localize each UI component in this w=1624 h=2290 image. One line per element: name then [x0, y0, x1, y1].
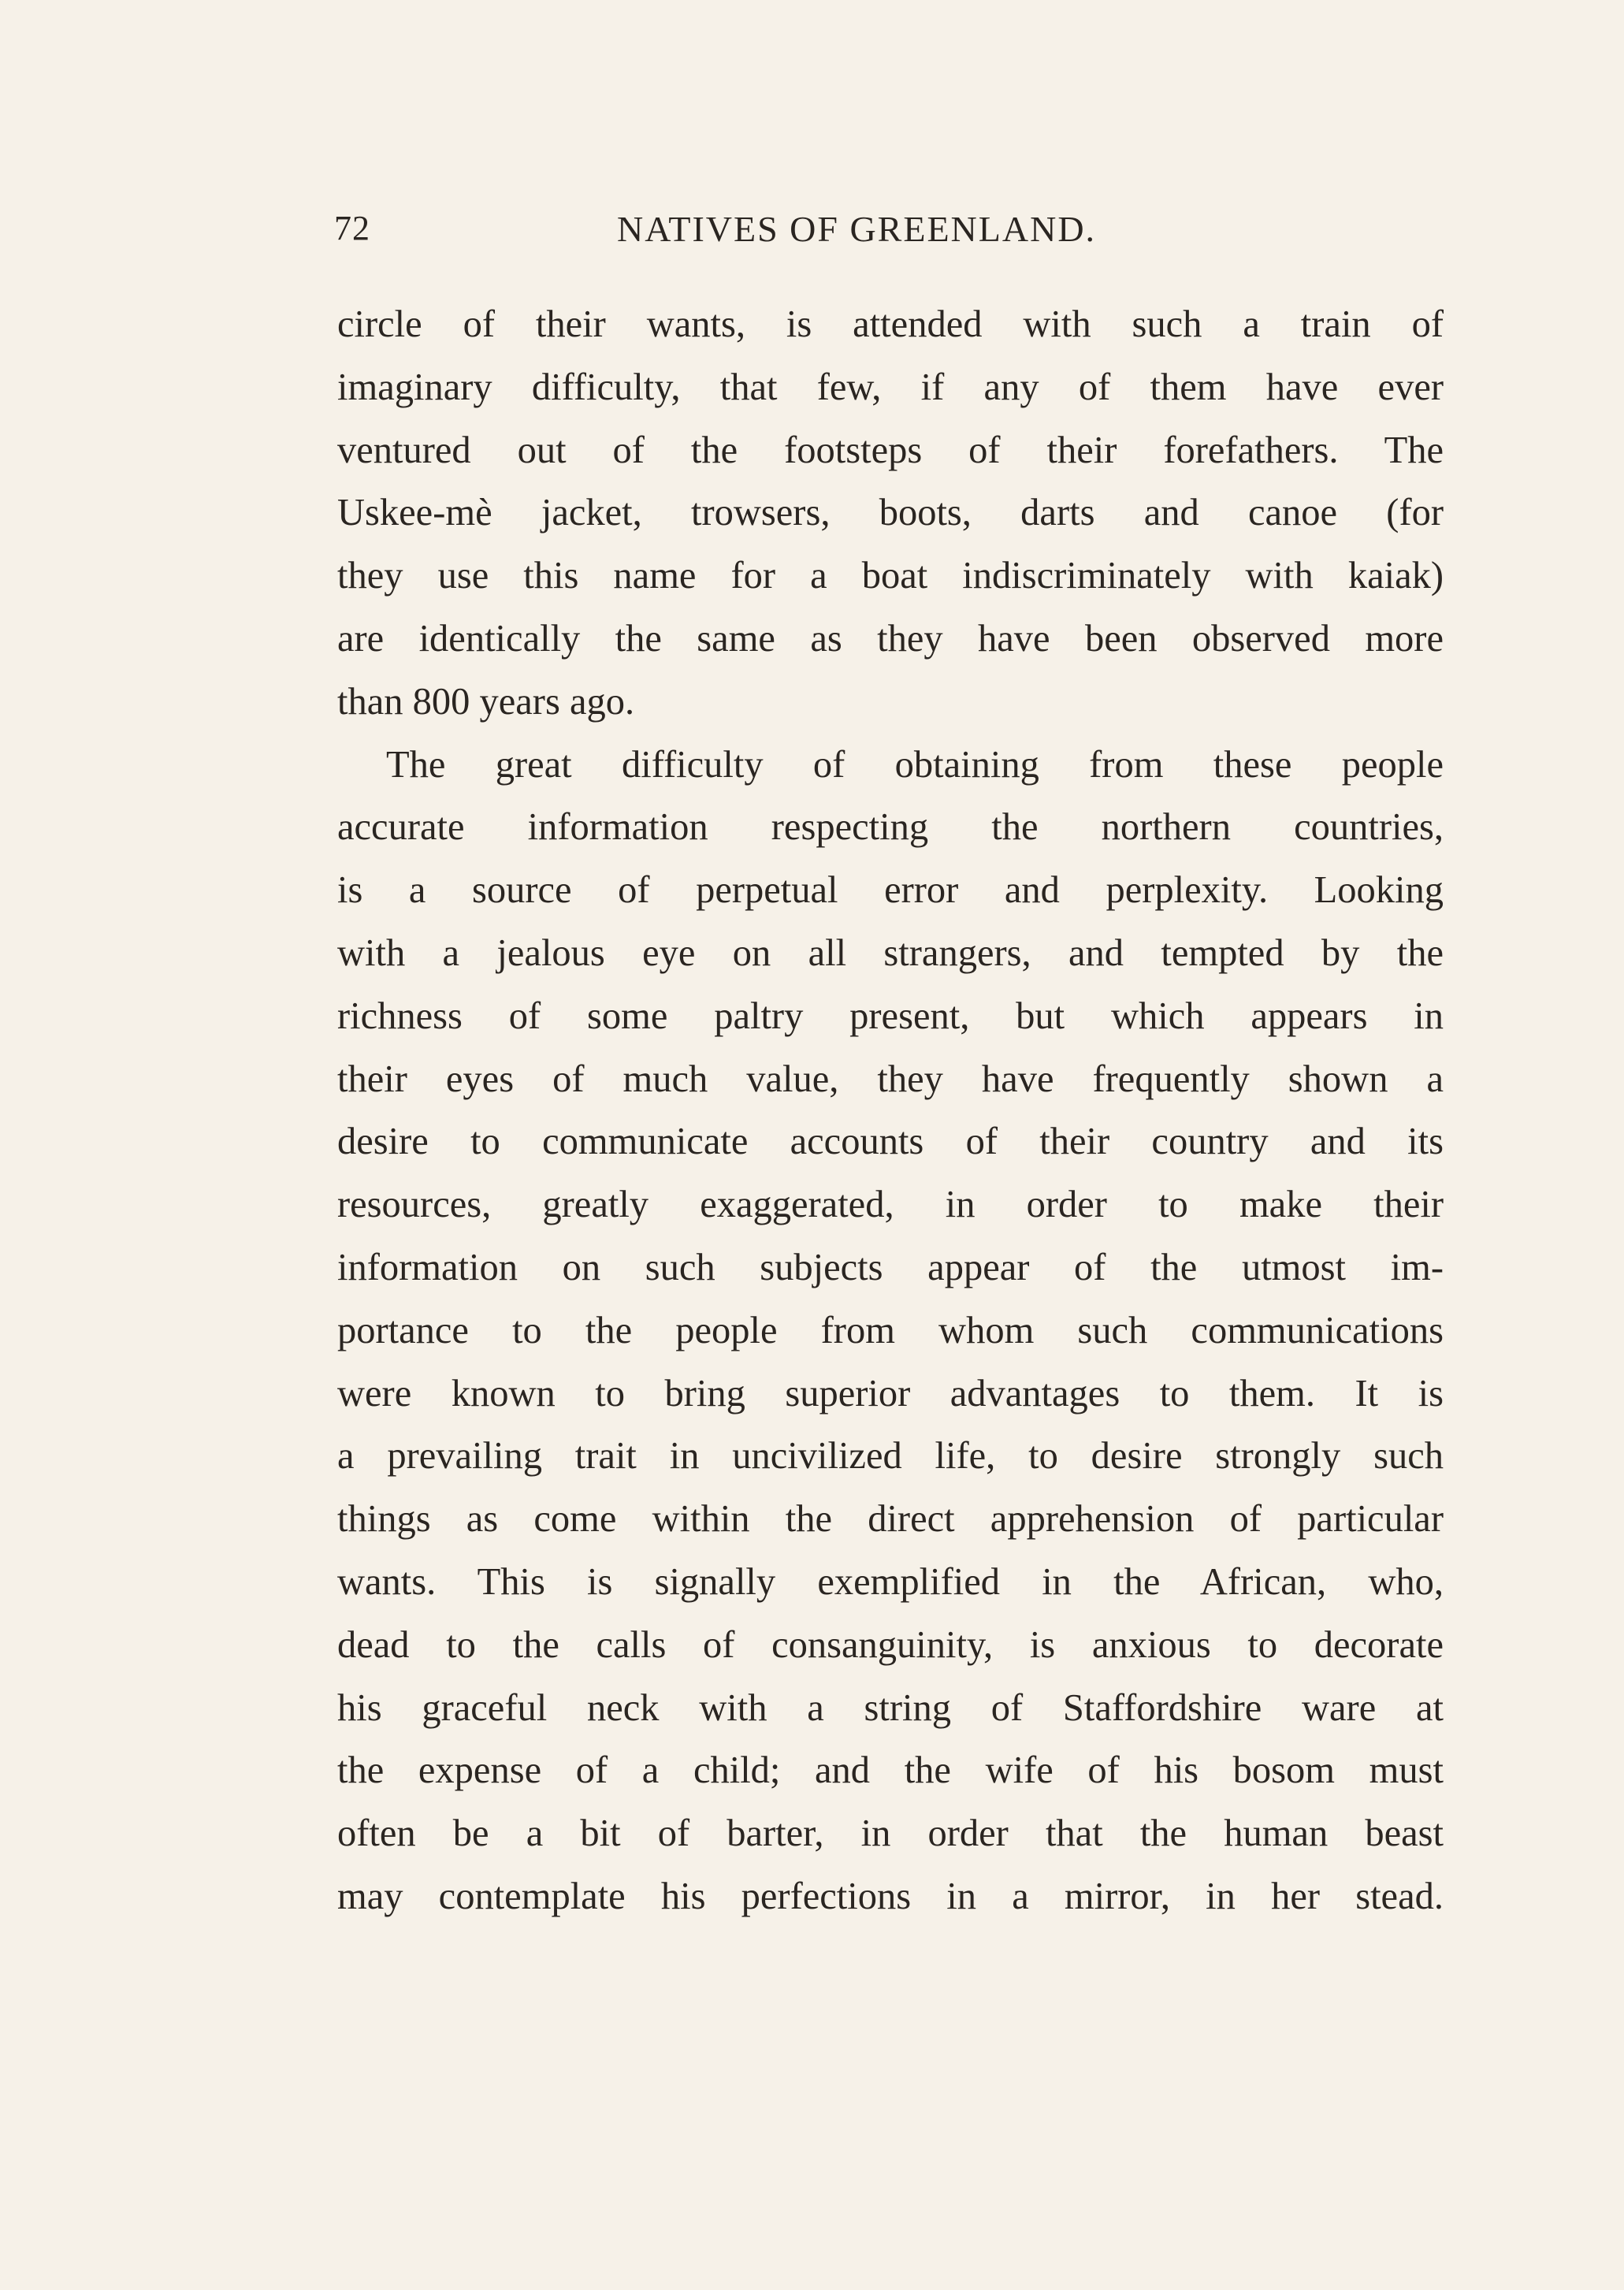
text-line: desire to communicate accounts of their country and its: [337, 1121, 1444, 1163]
text-line: ventured out of the footsteps of their forefathers. The: [337, 429, 1444, 471]
text-line: resources, greatly exaggerated, in order to make their: [337, 1184, 1444, 1226]
text-line: The great difficulty of obtaining from these people: [386, 743, 1444, 786]
text-line: his graceful neck with a string of Staffordshire ware at: [337, 1686, 1444, 1729]
text-line: than 800 years ago.: [337, 680, 635, 723]
text-line: portance to the people from whom such communications: [337, 1309, 1444, 1351]
text-line: things as come within the direct apprehension of particular: [337, 1498, 1444, 1541]
text-line: may contemplate his perfections in a mirror, in her stead.: [337, 1875, 1444, 1917]
text-line: were known to bring superior advantages to them. It is: [337, 1372, 1444, 1415]
text-line: is a source of perpetual error and perplexity. Looking: [337, 869, 1444, 912]
paragraph-1: [337, 293, 1444, 734]
text-line: often be a bit of barter, in order that the human beast: [337, 1812, 1444, 1855]
text-line: they use this name for a boat indiscriminately with kaiak): [337, 555, 1444, 597]
text-line: with a jealous eye on all strangers, and tempted by the: [337, 931, 1444, 974]
text-line: wants. This is signally exemplified in the African, who,: [337, 1560, 1444, 1603]
text-line: information on such subjects appear of the utmost im-: [337, 1246, 1444, 1288]
running-title: NATIVES OF GREENLAND.: [617, 209, 1097, 249]
text-line: richness of some paltry present, but which appears in: [337, 994, 1444, 1037]
text-line: accurate information respecting the northern countries,: [337, 806, 1444, 849]
text-line: dead to the calls of consanguinity, is anxious to decorate: [337, 1623, 1444, 1666]
text-line: Uskee-mè jacket, trowsers, boots, darts and canoe (for: [337, 492, 1444, 534]
body-text: [337, 293, 1444, 1928]
text-line: their eyes of much value, they have frequently shown a: [337, 1058, 1444, 1100]
text-line: imaginary difficulty, that few, if any of them have ever: [337, 366, 1444, 408]
page-number: 72: [334, 209, 370, 247]
text-line: the expense of a child; and the wife of his bosom must: [337, 1749, 1444, 1792]
text-line: circle of their wants, is attended with such a train of: [337, 303, 1444, 345]
text-line: a prevailing trait in uncivilized life, to desire strongly such: [337, 1435, 1444, 1478]
paragraph-2: [337, 734, 1444, 1928]
text-line: are identically the same as they have been observed more: [337, 617, 1444, 660]
